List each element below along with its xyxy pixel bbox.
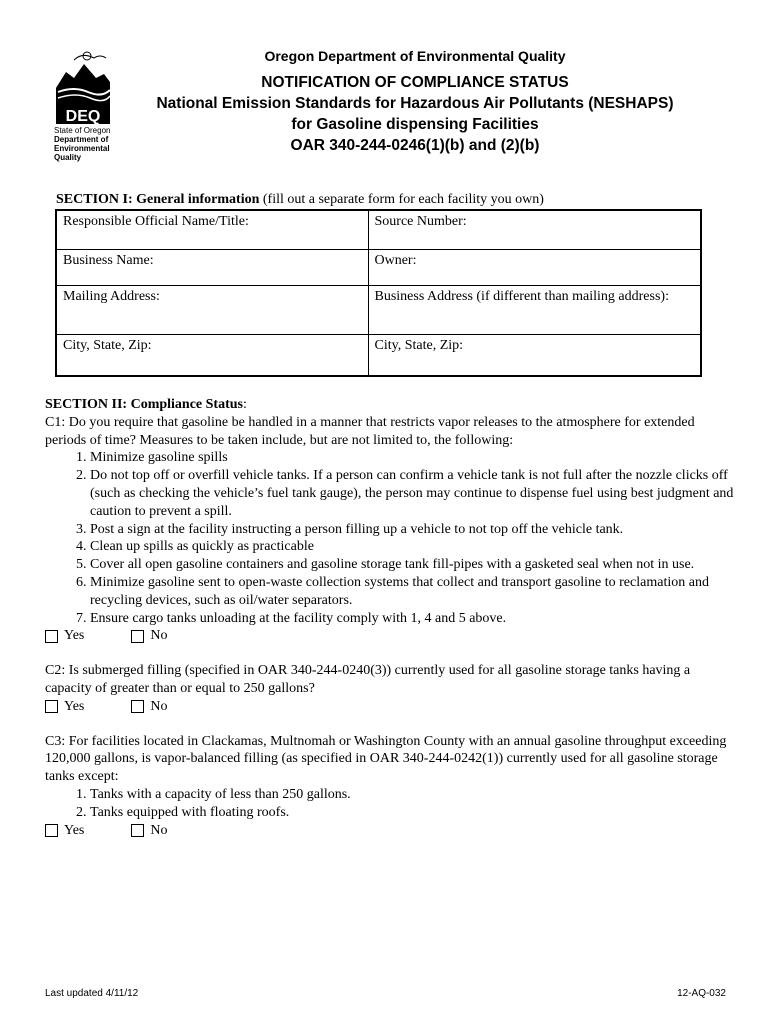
c3-no-checkbox[interactable] (131, 824, 144, 837)
c2-yes-option[interactable]: Yes (45, 698, 84, 716)
section2-heading: SECTION II: Compliance Status: (45, 397, 247, 412)
c1-no-checkbox[interactable] (131, 630, 144, 643)
list-item: 2. Tanks equipped with floating roofs. (90, 804, 735, 822)
logo-state-line: Environmental (54, 144, 110, 153)
c3-no-option[interactable]: No (131, 822, 167, 840)
logo-state-line: Department of (54, 135, 109, 144)
c3-yes-option[interactable]: Yes (45, 822, 84, 840)
question-c3: C3: For facilities located in Clackamas, Multnomah or Washington County with an annual gasoline throughput exceeding 120,000 gallons, is vapor-balanced filling (as specified in OAR 340-244-0242(1)) currently used for all gasoline storage tanks except: (45, 733, 727, 785)
mailing-city-state-zip-field[interactable]: City, State, Zip: (56, 334, 368, 376)
c2-answer (45, 698, 735, 716)
list-item: 3. Post a sign at the facility instructing a person filling up a vehicle to not top off the vehicle tank. (90, 521, 735, 539)
section1-title: SECTION I: General information (56, 192, 260, 207)
section2 (45, 396, 735, 839)
title-line: OAR 340-244-0246(1)(b) and (2)(b) (290, 137, 540, 154)
source-number-field[interactable]: Source Number: (368, 210, 701, 249)
general-info-table (55, 209, 702, 377)
form-id: 12-AQ-032 (677, 988, 726, 999)
c1-yes-checkbox[interactable] (45, 630, 58, 643)
business-city-state-zip-field[interactable]: City, State, Zip: (368, 334, 701, 376)
responsible-official-field[interactable]: Responsible Official Name/Title: (56, 210, 368, 249)
title-line: NOTIFICATION OF COMPLIANCE STATUS (261, 74, 569, 91)
list-item: 1. Tanks with a capacity of less than 250 gallons. (90, 786, 735, 804)
c2-no-checkbox[interactable] (131, 700, 144, 713)
list-item: 6. Minimize gasoline sent to open-waste collection systems that collect and transport gasoline to reclamation and recycling devices, such as oil/water separators. (90, 574, 735, 610)
business-name-field[interactable]: Business Name: (56, 249, 368, 285)
question-c2: C2: Is submerged filling (specified in OAR 340-244-0240(3)) currently used for all gasoline storage tanks having a capacity of greater than or equal to 250 gallons? (45, 663, 691, 696)
c3-exceptions-list (45, 786, 735, 822)
section1-heading (56, 192, 544, 208)
list-item: 5. Cover all open gasoline containers and gasoline storage tank fill-pipes with a gasketed seal when not in use. (90, 556, 735, 574)
c3-yes-checkbox[interactable] (45, 824, 58, 837)
business-address-field[interactable]: Business Address (if different than mailing address): (368, 285, 701, 334)
list-item: 1. Minimize gasoline spills (90, 449, 735, 467)
c3-answer (45, 822, 735, 840)
logo-state-line: State of Oregon (54, 126, 111, 135)
c1-measures-list (45, 449, 735, 627)
form-title (0, 72, 770, 156)
c2-no-option[interactable]: No (131, 698, 167, 716)
question-c1: C1: Do you require that gasoline be handled in a manner that restricts vapor releases to the atmosphere for extended periods of time? Measures to be taken include, but are not limited to, the following: (45, 414, 695, 448)
c2-yes-checkbox[interactable] (45, 700, 58, 713)
agency-name: Oregon Department of Environmental Quality (264, 48, 566, 64)
svg-text:DEQ: DEQ (65, 108, 101, 124)
mailing-address-field[interactable]: Mailing Address: (56, 285, 368, 334)
c1-answer (45, 627, 735, 645)
owner-field[interactable]: Owner: (368, 249, 701, 285)
c1-yes-option[interactable]: Yes (45, 627, 84, 645)
title-line: National Emission Standards for Hazardous Air Pollutants (NESHAPS) (156, 95, 674, 112)
last-updated: Last updated 4/11/12 (45, 988, 139, 999)
title-line: for Gasoline dispensing Facilities (291, 116, 539, 133)
list-item: 7. Ensure cargo tanks unloading at the facility comply with 1, 4 and 5 above. (90, 610, 735, 628)
list-item: 4. Clean up spills as quickly as practicable (90, 538, 735, 556)
list-item: 2. Do not top off or overfill vehicle tanks. If a person can confirm a vehicle tank is not full after the nozzle clicks off (such as checking the vehicle’s fuel tank gauge), the person may continue to dispense fuel using best judgment and caution to prevent a spill. (90, 467, 735, 520)
logo-state-line: Quality (54, 153, 82, 162)
c1-no-option[interactable]: No (131, 627, 167, 645)
section1-note: (fill out a separate form for each facility you own) (259, 192, 544, 207)
